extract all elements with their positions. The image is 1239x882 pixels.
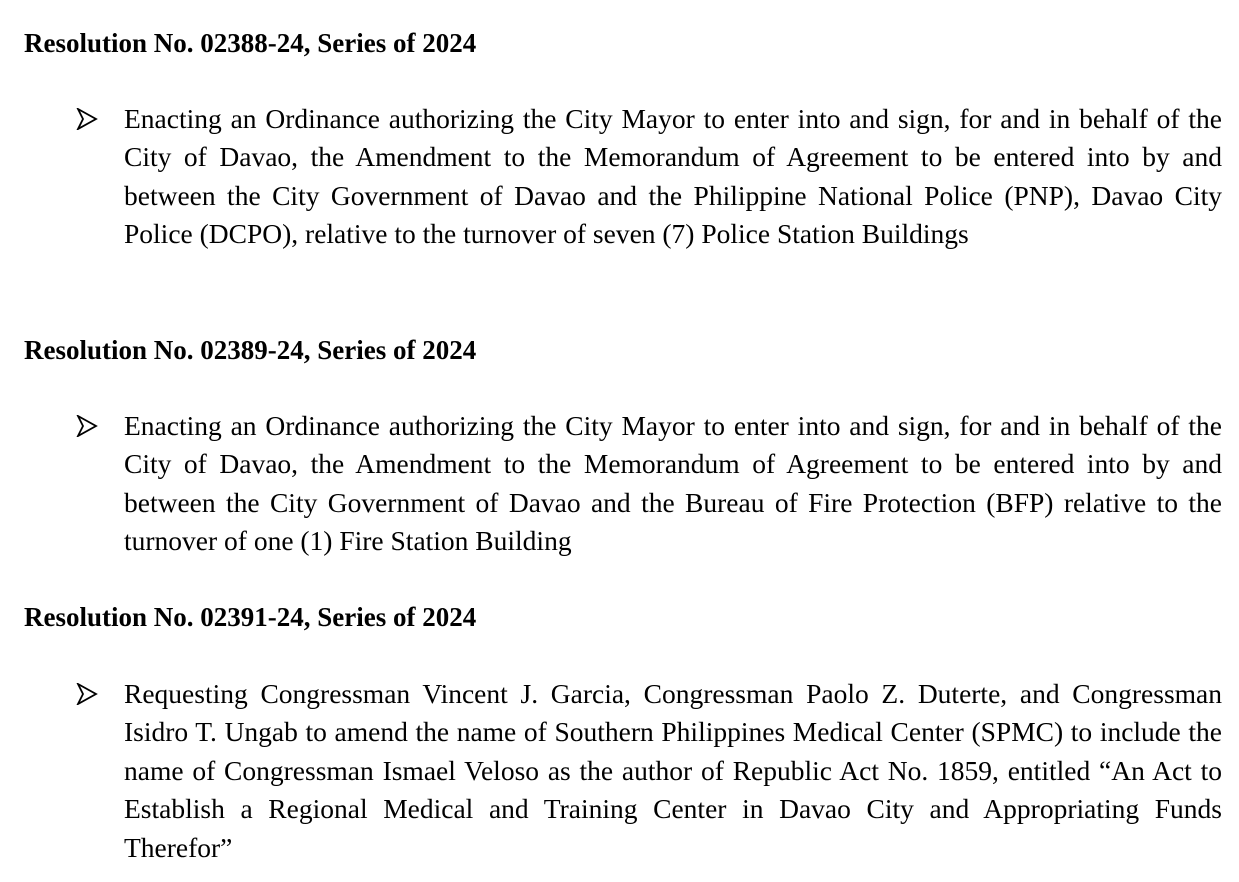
resolution-heading: Resolution No. 02389-24, Series of 2024: [24, 335, 477, 365]
arrow-bullet-icon: [76, 415, 98, 437]
resolution-description: Requesting Congressman Vincent J. Garcia, Congressman Paolo Z. Duterte, and Congressman Isidro T. Ungab to amend the name of Southern Philippines Medical Center (SPMC) to include the name of Congressman Ismael Veloso as the author of Republic Act No. 1859, entitled “An Act to Establish a Regional Medical and Training Center in Davao City and Appropriating Funds Therefor”: [124, 678, 1222, 863]
arrow-bullet-icon: [76, 683, 98, 705]
resolution-description: Enacting an Ordinance authorizing the City Mayor to enter into and sign, for and in behalf of the City of Davao, the Amendment to the Memorandum of Agreement to be entered into by and between the City Government of Davao and the Philippine National Police (PNP), Davao City Police (DCPO), relative to the turnover of seven (7) Police Station Buildings: [124, 103, 1222, 250]
arrow-bullet-icon: [76, 108, 98, 130]
resolution-heading: Resolution No. 02391-24, Series of 2024: [24, 602, 477, 632]
resolution-heading: Resolution No. 02388-24, Series of 2024: [24, 28, 477, 58]
resolution-description: Enacting an Ordinance authorizing the City Mayor to enter into and sign, for and in behalf of the City of Davao, the Amendment to the Memorandum of Agreement to be entered into by and between the City Government of Davao and the Bureau of Fire Protection (BFP) relative to the turnover of one (1) Fire Station Building: [124, 410, 1222, 557]
